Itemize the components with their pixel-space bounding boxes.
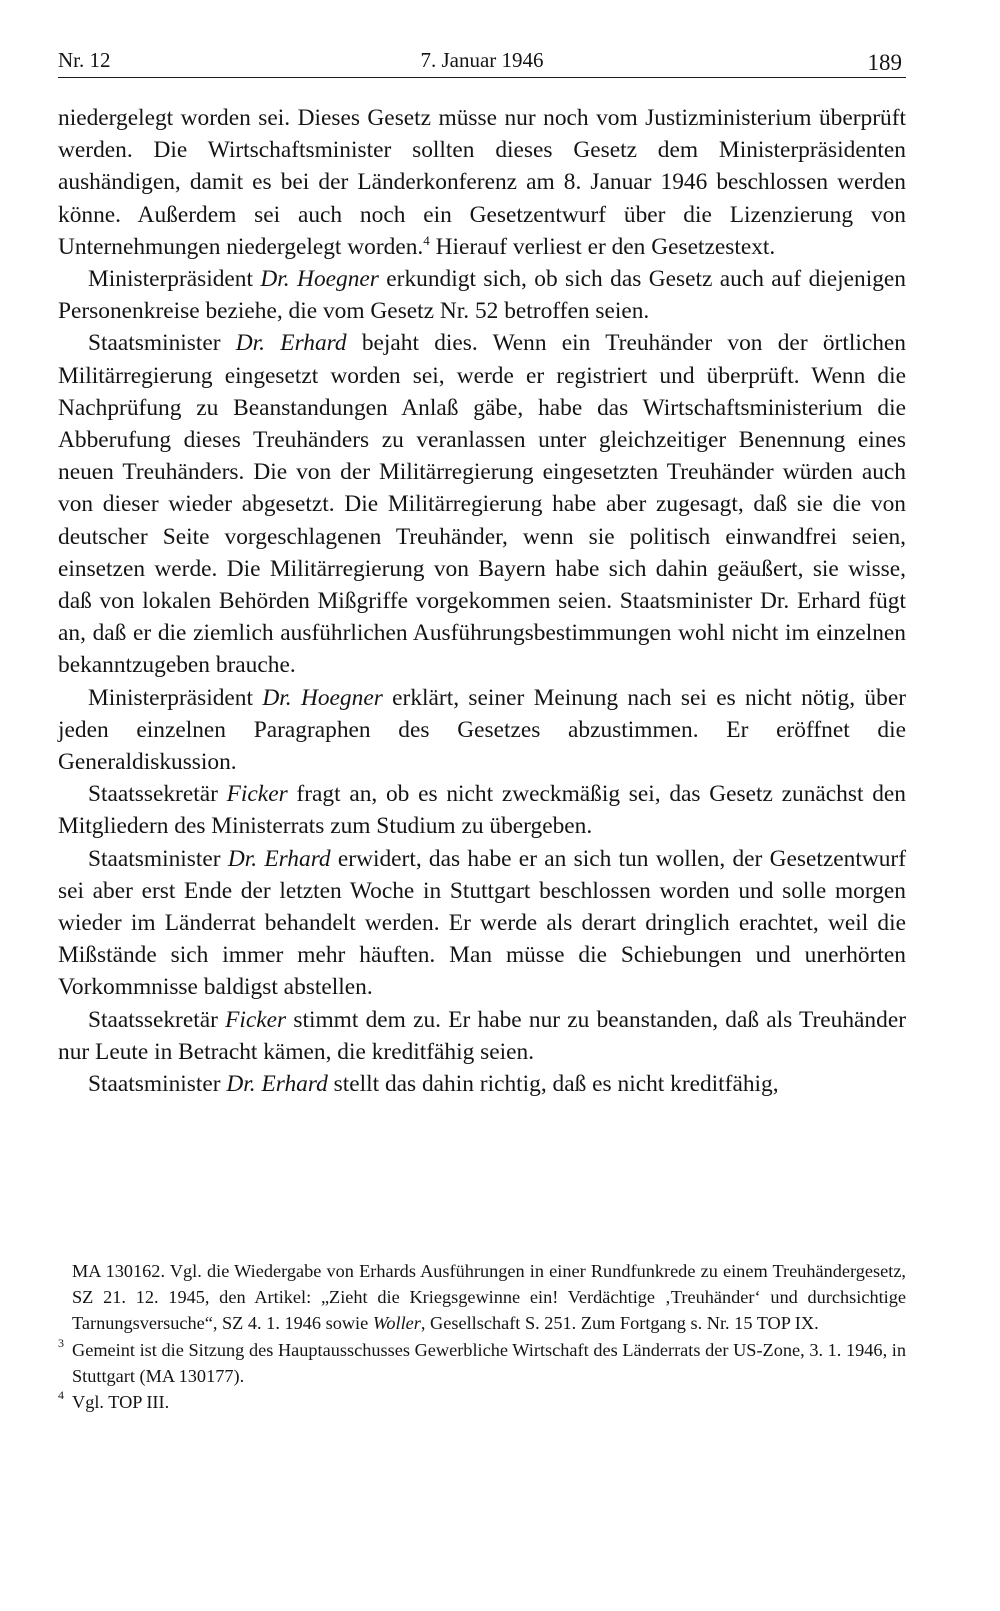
speaker-name: Dr. Erhard [227,845,331,872]
speaker-name: Woller [372,1313,421,1334]
body-text [58,102,906,1100]
text-run: Staatssekretär [88,1006,226,1033]
text-run: stellt das dahin richtig, daß es nicht kreditfähig, [327,1071,779,1098]
paragraph [58,1068,906,1100]
text-run: erklärt, seiner Meinung nach sei es nicht nötig, über jeden einzelnen Paragraphen des Gesetzes abzustimmen. Er eröffnet die Generaldiskussion. [58,684,906,776]
text-run: MA 130162. Vgl. die Wiedergabe von Erhards Ausführungen in einer Rundfunkrede zu einem Treuhändergesetz, SZ 21. 12. 1945, den Artikel: „Zieht die Kriegsgewinne ein! Verdächtige ‚Treuhänder‘ und durchsichtige Tarnungsversuche“, SZ 4. 1. 1946 sowie [72,1261,906,1334]
paragraph [58,682,906,779]
issue-number: Nr. 12 [58,48,111,72]
text-run: stimmt dem zu. Er habe nur zu beanstanden, daß als Treuhänder nur Leute in Betracht kämen, die kreditfähig seien. [58,1006,906,1065]
text-run: Staatssekretär [88,781,227,808]
text-run: fragt an, ob es nicht zweckmäßig sei, das Gesetz zunächst den Mitgliedern des Ministerrats zum Studium zu übergeben. [58,781,906,840]
footnote-number: 4 [58,1388,64,1403]
text-run: erkundigt sich, ob sich das Gesetz auch auf diejenigen Personenkreise beziehe, die vom Gesetz Nr. 52 betroffen seien. [58,266,906,325]
footnotes [58,1258,906,1415]
text-run: erwidert, das habe er an sich tun wollen, der Gesetzentwurf sei aber erst Ende der letzten Woche in Stuttgart beschlossen worden und solle morgen wieder im Länderrat behandelt werden. Er werde als derart dringlich erachtet, weil die Mißstände sich immer mehr häuften. Man müsse die Schiebungen und unerhörten Vorkommnisse baldigst abstellen. [58,845,906,1001]
document-page [58,0,906,1611]
footnote [58,1258,906,1337]
speaker-name: Ficker [226,781,288,808]
text-run: Staatsminister [88,1071,227,1098]
paragraph [58,1004,906,1068]
footnote [58,1337,906,1389]
page-number: 189 [867,50,902,75]
speaker-name: Dr. Erhard [226,1071,328,1098]
speaker-name: Dr. Hoegner [262,684,383,711]
footnote [58,1389,906,1415]
footnote-number: 3 [58,1335,64,1350]
speaker-name: Dr. Hoegner [260,266,379,293]
paragraph [58,263,906,327]
text-run: Staatsminister [88,330,236,357]
speaker-name: Ficker [225,1006,287,1033]
footnote-reference: 4 [423,232,430,248]
text-run: bejaht dies. Wenn ein Treuhänder von der örtlichen Militärregierung eingesetzt worden sei, werde er registriert und überprüft. Wenn die Nachprüfung zu Beanstandungen Anlaß gäbe, habe das Wirtschaftsministerium die Abberufung dieses Treuhänders zu veranlassen unter gleichzeitiger Benennung eines neuen Treuhänders. Die von der Militärregierung eingesetzten Treuhänder würden auch von dieser wieder abgesetzt. Die Militärregierung habe aber zugesagt, daß sie die von deutscher Seite vorgeschlagenen Treuhänder, wenn sie politisch einwandfrei seien, einsetzen werde. Die Militärregierung von Bayern habe sich dahin geäußert, sie wisse, daß von lokalen Behörden Mißgriffe vorgekommen seien. Staatsminister Dr. Erhard fügt an, daß er die ziemlich ausführlichen Ausführungsbestimmungen wohl nicht im einzelnen bekanntzugeben brauche. [58,330,906,679]
header-date: 7. Januar 1946 [420,48,544,72]
paragraph [58,327,906,681]
text-run: Ministerpräsident [88,266,261,293]
paragraph [58,102,906,263]
text-run: Staatsminister [88,845,228,872]
text-run: Gemeint ist die Sitzung des Hauptausschusses Gewerbliche Wirtschaft des Länderrats der US-Zone, 3. 1. 1946, in Stuttgart (MA 130177). [72,1339,906,1386]
text-run: Hierauf verliest er den Gesetzestext. [429,233,776,260]
text-run: Ministerpräsident [88,684,263,711]
paragraph [58,843,906,1004]
paragraph [58,778,906,842]
text-run: , Gesellschaft S. 251. Zum Fortgang s. Nr. 15 TOP IX. [420,1313,819,1334]
speaker-name: Dr. Erhard [235,330,347,357]
header-rule [58,77,906,78]
text-run: Vgl. TOP III. [72,1392,170,1413]
running-header [58,44,906,74]
text-run: niedergelegt worden sei. Dieses Gesetz müsse nur noch vom Justizministerium überprüft werden. Die Wirtschaftsminister sollten dieses Gesetz dem Ministerpräsidenten aushändigen, damit es bei der Länderkonferenz am 8. Januar 1946 beschlossen werden könne. Außerdem sei auch noch ein Gesetzentwurf über die Lizenzierung von Unternehmungen niedergelegt worden. [58,105,906,260]
